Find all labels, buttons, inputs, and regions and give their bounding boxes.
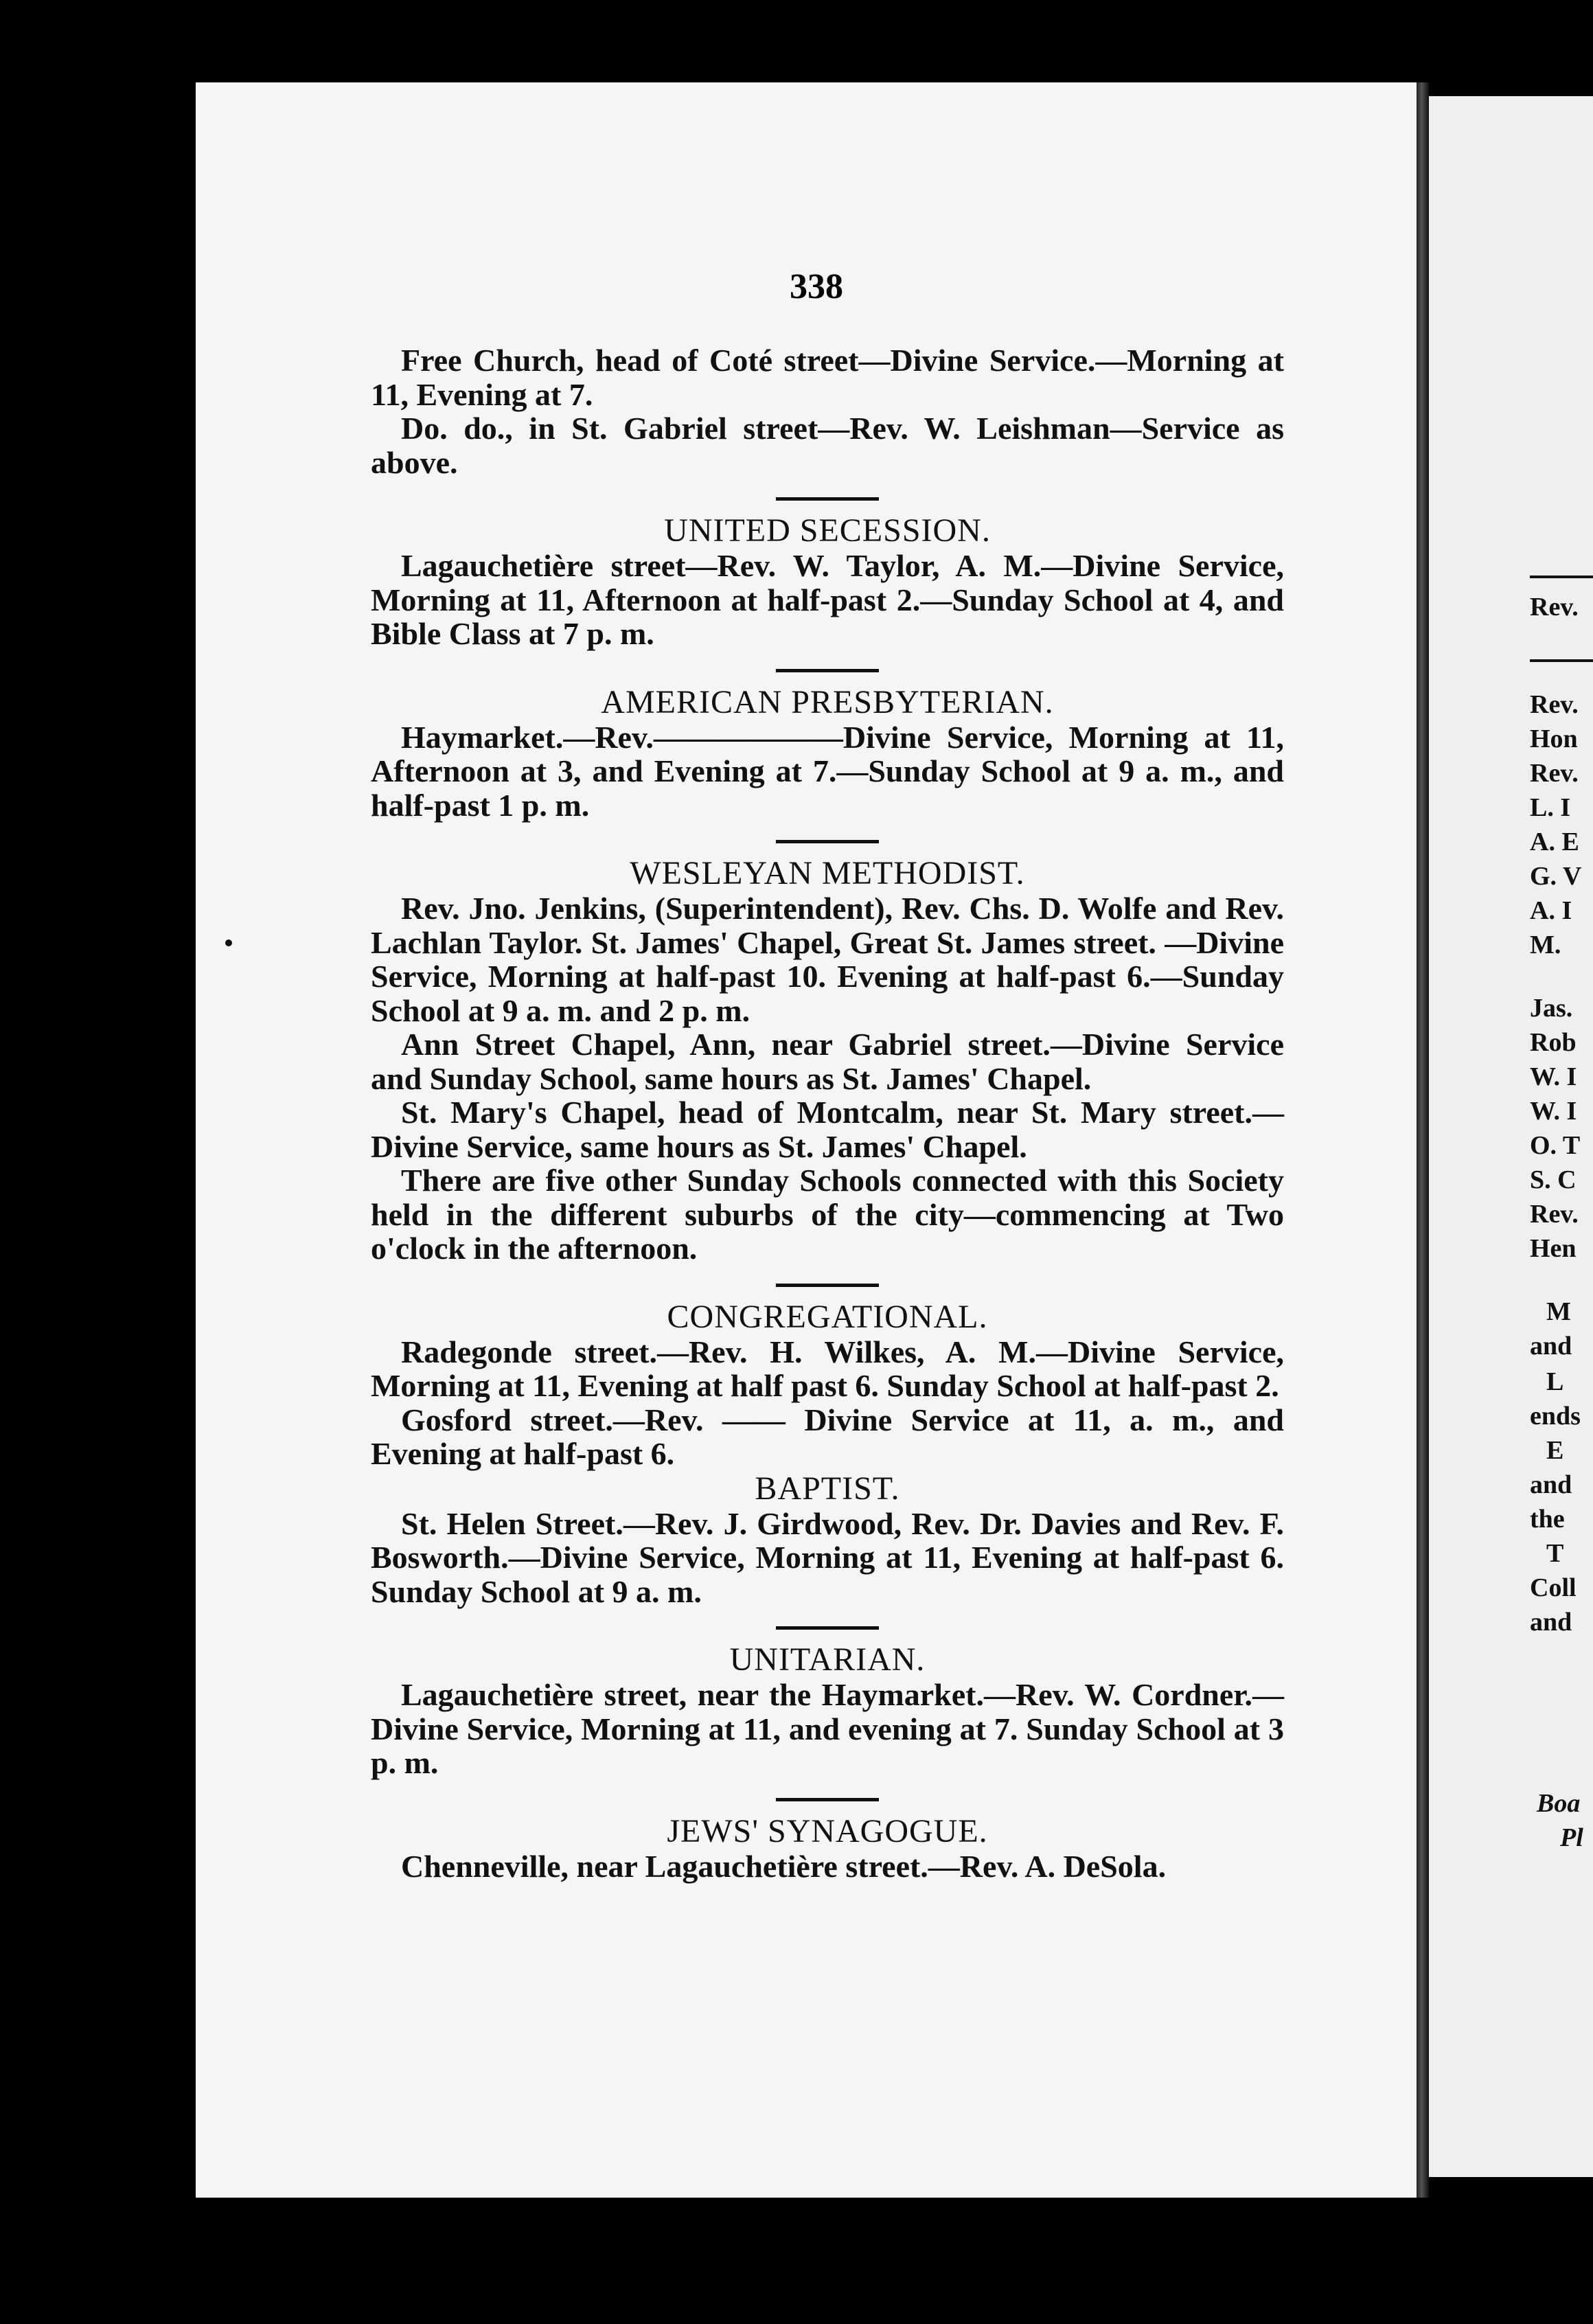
facing-page-fragment: O. T [1530,1131,1581,1160]
paragraph: Ann Street Chapel, Ann, near Gabriel street.—Divine Service and Sunday School, same hours as St. James' Chapel. [371,1027,1284,1096]
facing-page-fragment: L [1546,1367,1564,1396]
section-divider [776,840,879,843]
facing-page-fragment: E [1546,1436,1564,1465]
facing-page-fragment: Rev. [1530,690,1579,719]
section-congregational [371,1299,1284,1471]
section-divider [776,1626,879,1630]
section-united-secession [371,513,1284,651]
facing-page-fragment: A. E [1530,828,1579,856]
facing-page-fragment: and [1530,1332,1572,1360]
facing-page-rule [1530,659,1593,662]
facing-page-fragment: Hen [1530,1234,1577,1263]
paragraph: There are five other Sunday Schools connected with this Society held in the different suburbs of the city—commencing at Two o'clock in the afternoon. [371,1163,1284,1266]
facing-page-fragment: Hon [1530,725,1578,753]
paragraph: Do. do., in St. Gabriel street—Rev. W. Leishman—Service as above. [371,411,1284,480]
facing-page-fragment: T [1546,1539,1564,1568]
paragraph: Free Church, head of Coté street—Divine Service.—Morning at 11, Evening at 7. [371,343,1284,412]
facing-page-fragment: A. I [1530,896,1572,925]
facing-page-fragment: Rev. [1530,593,1579,622]
facing-page-rule [1530,576,1593,578]
section-divider [776,1284,879,1287]
margin-mark [225,939,232,946]
paragraph: Lagauchetière street, near the Haymarket.—Rev. W. Cordner.—Divine Service, Morning at 11, and evening at 7. Sunday School at 3 p. m. [371,1677,1284,1780]
paragraph: St. Mary's Chapel, head of Montcalm, near St. Mary street.—Divine Service, same hours as St. James' Chapel. [371,1095,1284,1164]
facing-page-fragment: Boa [1537,1789,1581,1818]
section-jews-synagogue [371,1814,1284,1884]
facing-page-fragment: M [1546,1297,1571,1326]
section-heading: UNITED SECESSION. [664,512,991,549]
facing-page-fragment: Jas. [1530,994,1573,1023]
section-heading: CONGREGATIONAL. [667,1298,988,1335]
section-free-church [371,343,1284,479]
section-american-presbyterian [371,685,1284,823]
facing-page-fragment: Rev. [1530,1200,1579,1229]
facing-page-fragment: and [1530,1470,1572,1499]
section-heading: UNITARIAN. [729,1641,926,1678]
facing-page-fragment: Rob [1530,1028,1577,1057]
section-unitarian [371,1642,1284,1780]
facing-page-fragment: Coll [1530,1573,1577,1602]
paragraph: Rev. Jno. Jenkins, (Superintendent), Rev. Chs. D. Wolfe and Rev. Lachlan Taylor. St. James' Chapel, Great St. James street. —Divine Service, Morning at half-past 10. Evening at half-past 6.—Sunday School at 9 a. m. and 2 p. m. [371,891,1284,1028]
facing-page-fragment: G. V [1530,862,1582,891]
paragraph: Gosford street.—Rev. —— Divine Service at 11, a. m., and Evening at half-past 6. [371,1402,1284,1471]
section-divider [776,497,879,501]
section-divider [776,669,879,672]
section-heading: JEWS' SYNAGOGUE. [667,1812,988,1849]
facing-page-fragment: S. C [1530,1165,1577,1194]
paragraph: Haymarket.—Rev.——————Divine Service, Morning at 11, Afternoon at 3, and Evening at 7.—Sunday School at 9 a. m., and half-past 1 p. m. [371,719,1284,823]
facing-page-fragment: M. [1530,931,1561,959]
paragraph: Radegonde street.—Rev. H. Wilkes, A. M.—Divine Service, Morning at 11, Evening at half past 6. Sunday School at half-past 2. [371,1334,1284,1403]
page-content [371,343,1284,1883]
section-baptist [371,1471,1284,1609]
book-spine [1417,82,1429,2198]
section-heading: BAPTIST. [755,1470,900,1507]
section-heading: AMERICAN PRESBYTERIAN. [601,683,1054,720]
facing-page-fragment: the [1530,1505,1565,1534]
section-divider [776,1798,879,1801]
page-number: 338 [790,267,843,306]
facing-page-fragment: L. I [1530,793,1571,822]
facing-page-fragment: ends [1530,1402,1581,1431]
facing-page-fragment: W. I [1530,1097,1577,1126]
paragraph: Lagauchetière street—Rev. W. Taylor, A. M.—Divine Service, Morning at 11, Afternoon at half-past 2.—Sunday School at 4, and Bible Class at 7 p. m. [371,548,1284,651]
facing-page-fragment: W. I [1530,1062,1577,1091]
facing-page-fragment: and [1530,1608,1572,1637]
facing-page-fragment: Pl [1560,1823,1583,1852]
paragraph: St. Helen Street.—Rev. J. Girdwood, Rev. Dr. Davies and Rev. F. Bosworth.—Divine Service, Morning at 11, Evening at half-past 6. Sunday School at 9 a. m. [371,1505,1284,1609]
paragraph: Chenneville, near Lagauchetière street.—Rev. A. DeSola. [401,1848,1167,1884]
facing-page-fragment: Rev. [1530,759,1579,788]
section-wesleyan-methodist [371,856,1284,1266]
section-heading: WESLEYAN METHODIST. [630,855,1025,891]
